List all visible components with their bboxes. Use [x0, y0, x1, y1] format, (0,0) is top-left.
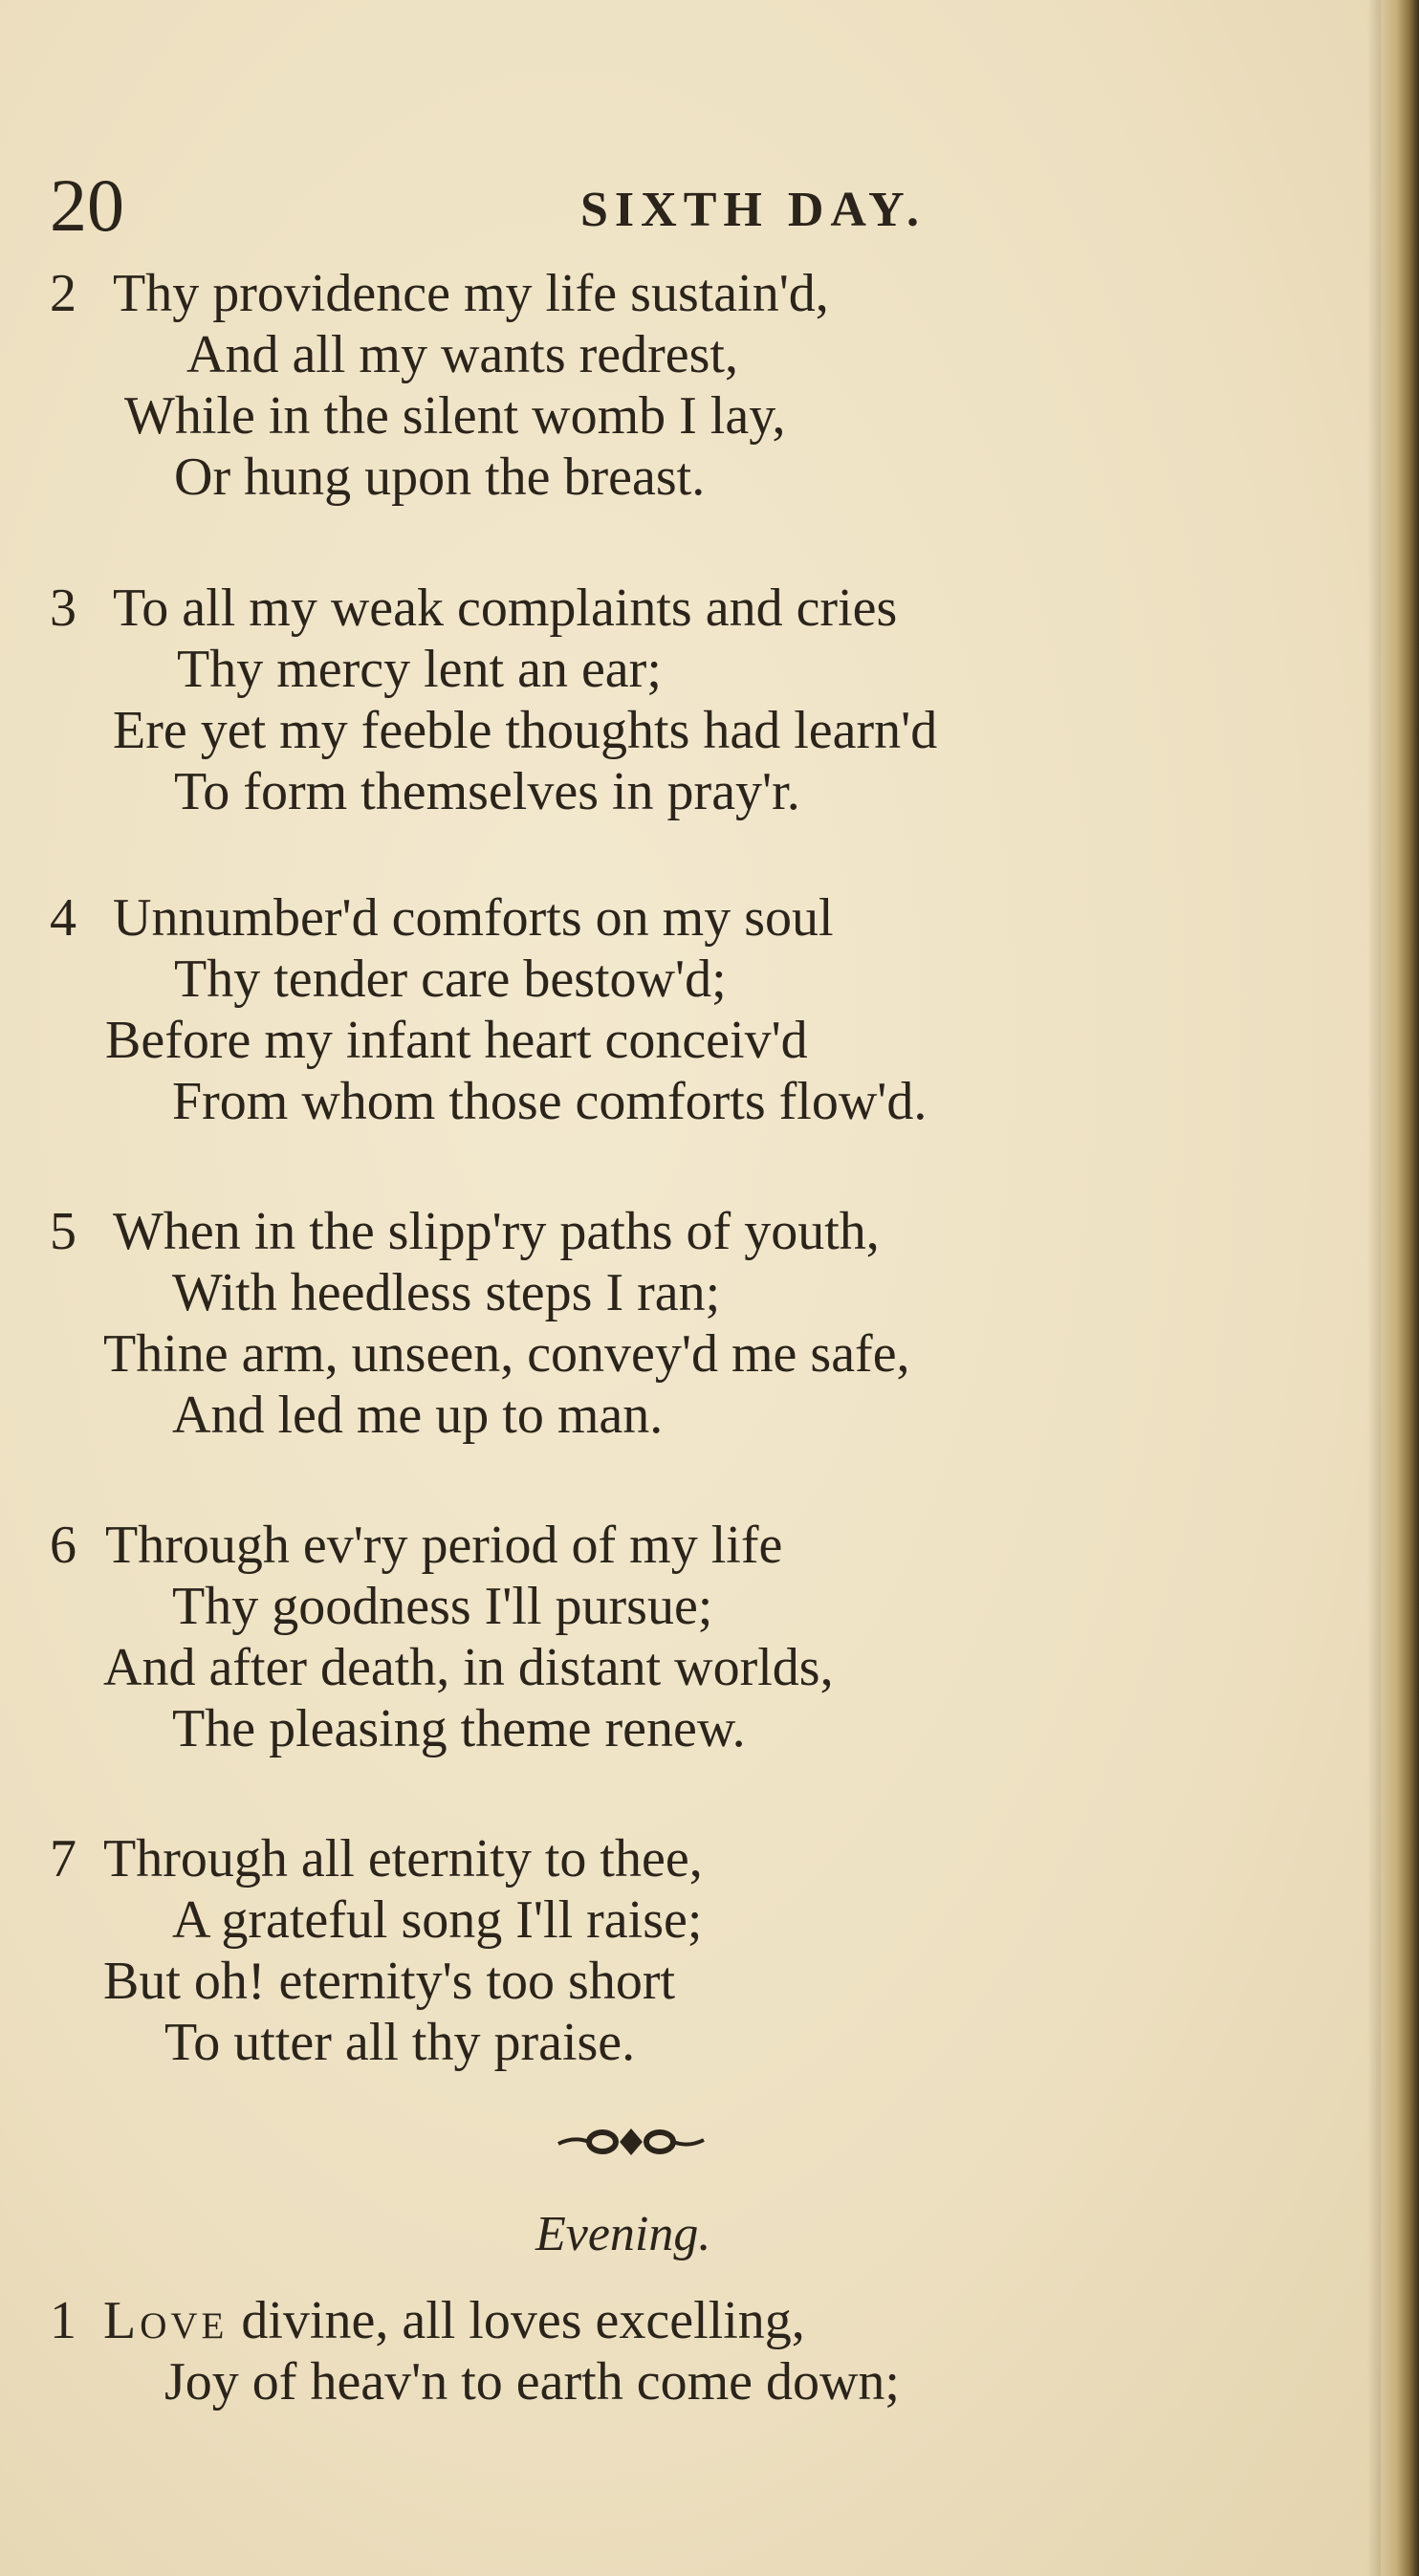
- running-head: SIXTH DAY.: [580, 183, 926, 237]
- verse-line-rest: divine, all loves excelling,: [241, 2291, 805, 2350]
- verse-line: Thy mercy lent an ear;: [177, 640, 662, 699]
- scroll-ornament-icon: [555, 2123, 708, 2161]
- page-header: [50, 163, 1044, 249]
- verse-number: 7: [50, 1829, 76, 1888]
- verse-line: With heedless steps I ran;: [172, 1263, 721, 1322]
- verse-line: Through ev'ry period of my life: [105, 1516, 783, 1575]
- verse-number: 5: [50, 1202, 76, 1261]
- verse-line: But oh! eternity's too short: [103, 1952, 676, 2011]
- verse-line: Unnumber'd comforts on my soul: [113, 888, 834, 948]
- verse-number: 2: [50, 264, 76, 323]
- first-word: Love: [103, 2291, 229, 2350]
- section-title-evening: Evening.: [535, 2207, 711, 2261]
- verse-line: And after death, in distant worlds,: [103, 1638, 834, 1697]
- verse-line: To form themselves in pray'r.: [174, 762, 800, 821]
- page-number: 20: [50, 164, 124, 247]
- verse-number: 4: [50, 888, 76, 948]
- verse-line: And all my wants redrest,: [186, 325, 738, 384]
- verse-line: Thy goodness I'll pursue;: [172, 1577, 713, 1636]
- verse-line: Through all eternity to thee,: [103, 1829, 703, 1888]
- book-spine-edge: [1381, 0, 1419, 2576]
- verse-line: Thine arm, unseen, convey'd me safe,: [103, 1324, 910, 1384]
- verse-line: From whom those comforts flow'd.: [172, 1072, 928, 1131]
- verse-line: Ere yet my feeble thoughts had learn'd: [113, 701, 938, 760]
- verse-line: Joy of heav'n to earth come down;: [164, 2352, 900, 2412]
- verse-line: While in the silent womb I lay,: [124, 386, 786, 446]
- verse-number: 6: [50, 1516, 76, 1575]
- verse-line: To all my weak complaints and cries: [113, 579, 898, 638]
- verse-line: Thy providence my life sustain'd,: [113, 264, 829, 323]
- verse-line: To utter all thy praise.: [164, 2013, 636, 2072]
- verse-number: 1: [50, 2291, 76, 2350]
- verse-line: Thy tender care bestow'd;: [174, 950, 727, 1009]
- verse-line: Or hung upon the breast.: [174, 448, 706, 507]
- verse-line: The pleasing theme renew.: [172, 1699, 746, 1758]
- verse-line: And led me up to man.: [172, 1386, 664, 1445]
- verse-line-first: [103, 2290, 805, 2351]
- verse-line: Before my infant heart conceiv'd: [105, 1011, 808, 1070]
- verse-number: 3: [50, 579, 76, 638]
- page-edge-shadow: [1367, 0, 1381, 2576]
- verse-line: A grateful song I'll raise;: [172, 1890, 703, 1950]
- verse-line: When in the slipp'ry paths of youth,: [113, 1202, 880, 1261]
